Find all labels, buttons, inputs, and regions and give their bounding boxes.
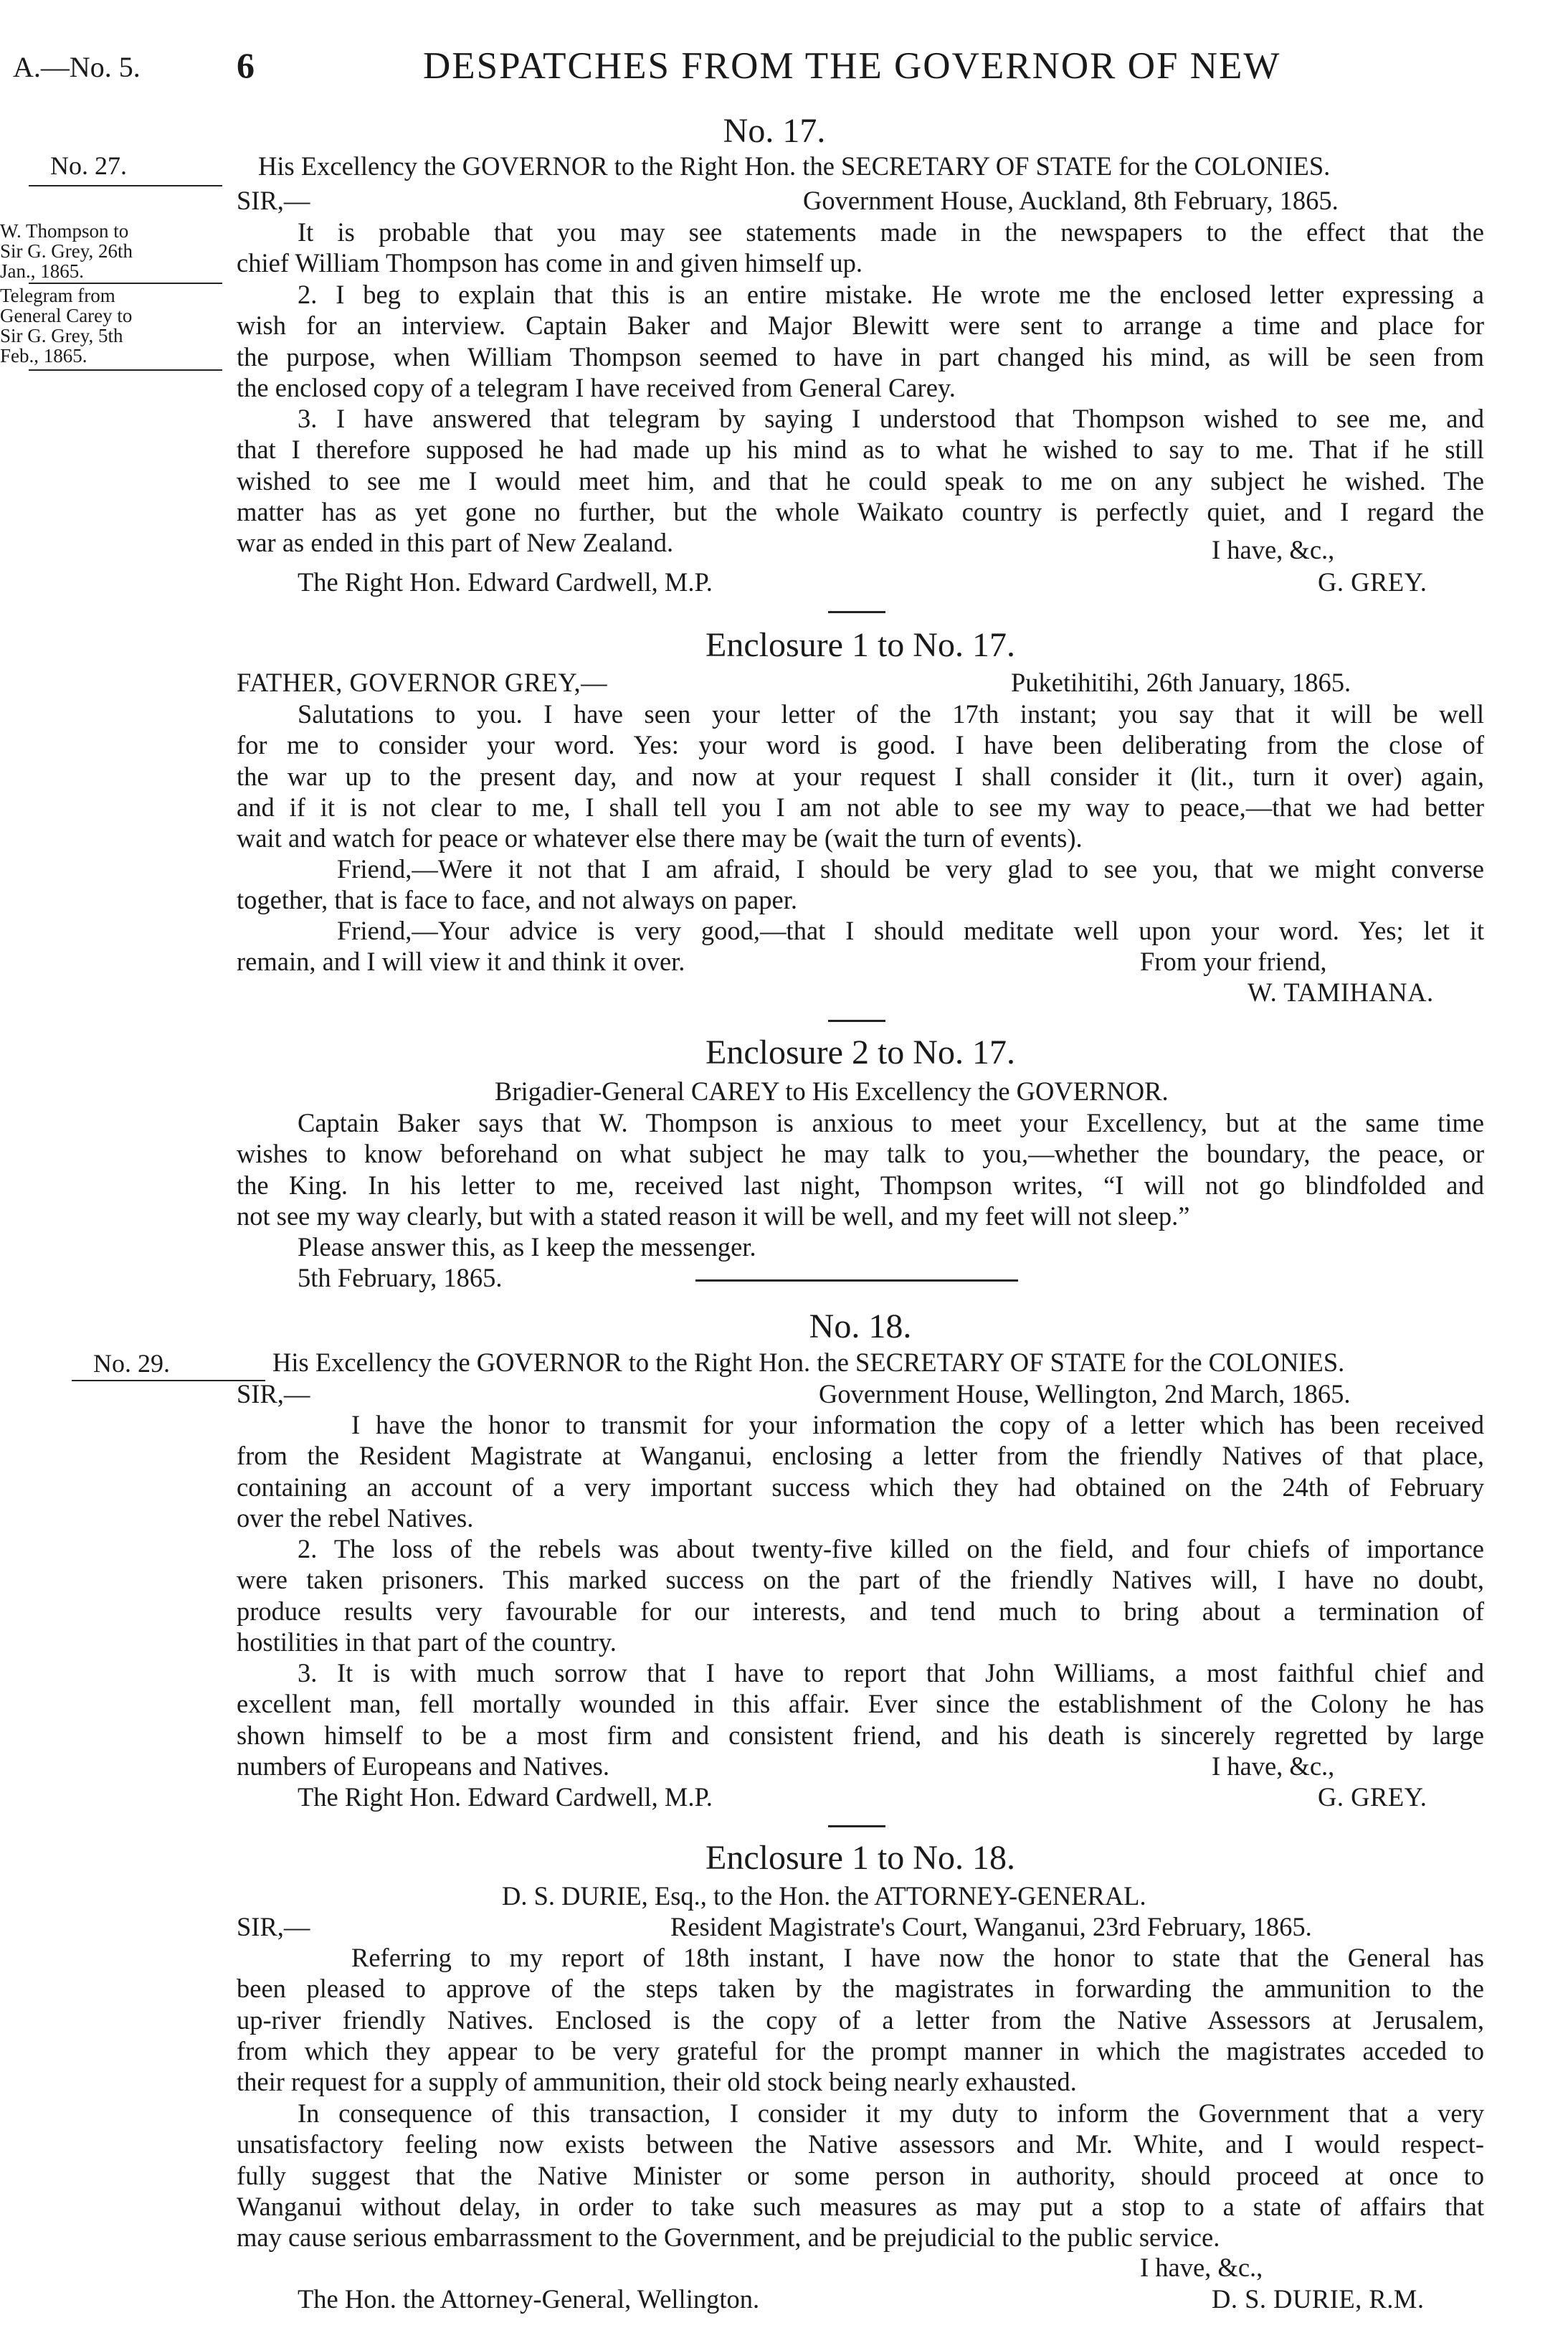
paragraph (237, 2098, 1484, 2253)
series-number: A.—No. 5. (13, 51, 141, 83)
text-line: the King. In his letter to me, received last night, Thompson writes, “I will not go blindfolded and (237, 1170, 1484, 1200)
margin-note-line: Sir G. Grey, 5th (0, 325, 123, 346)
closing: I have, &c., (1212, 535, 1335, 564)
page-number: 6 (237, 45, 255, 85)
text-line: war as ended in this part of New Zealand. (237, 528, 674, 558)
margin-note-line: General Carey to (0, 305, 133, 326)
margin-rule (29, 185, 222, 186)
enclosure-heading: Enclosure 1 to No. 17. (705, 626, 1015, 664)
paragraph (237, 853, 1484, 916)
text-line: unsatisfactory feeling now exists between the Native assessors and Mr. White, and I would respect- (237, 2129, 1484, 2159)
text-line: numbers of Europeans and Natives. (237, 1751, 609, 1781)
text-line: wish for an interview. Captain Baker and Major Blewitt were sent to arrange a time and place for (237, 311, 1484, 341)
margin-rule (29, 369, 222, 371)
paragraph (237, 217, 1484, 279)
addressee-line: His Excellency the GOVERNOR to the Right Hon. the SECRETARY OF STATE for the COLONIES. (272, 1348, 1345, 1377)
text-line: remain, and I will view it and think it over. (237, 947, 685, 977)
running-title: DESPATCHES FROM THE GOVERNOR OF NEW (423, 45, 1281, 87)
signature: G. GREY. (1318, 567, 1427, 597)
paragraph (237, 1533, 1484, 1657)
text-line: the enclosed copy of a telegram I have received from General Carey. (237, 372, 956, 402)
closing: I have, &c., (1212, 1751, 1335, 1781)
text-line: from which they appear to be very grateful for the prompt manner in which the magistrates acceded to (237, 2035, 1484, 2065)
text-line: were taken prisoners. This marked success on the part of the friendly Natives will, I have no doubt, (237, 1565, 1484, 1595)
signature: D. S. DURIE, R.M. (1212, 2284, 1425, 2314)
text-line: the war up to the present day, and now at your request I shall consider it (lit., turn it over) again, (237, 761, 1484, 791)
salutation: SIR,— (237, 186, 310, 215)
addressee-line: D. S. DURIE, Esq., to the Hon. the ATTORNEY-GENERAL. (502, 1881, 1146, 1911)
text-line: 2. The loss of the rebels was about twenty-five killed on the field, and four chiefs of importance (298, 1534, 1484, 1563)
text-line: produce results very favourable for our interests, and tend much to bring about a termination of (237, 1596, 1484, 1626)
text-line: for me to consider your word. Yes: your word is good. I have been deliberating from the close of (237, 730, 1484, 760)
section-divider (695, 1279, 1018, 1282)
addressee-line: Brigadier-General CAREY to His Excellency the GOVERNOR. (495, 1076, 1169, 1106)
text-line: 2. I beg to explain that this is an entire mistake. He wrote me the enclosed letter expressing a (298, 280, 1484, 309)
margin-note-2 (0, 285, 132, 366)
place-date: Puketihitihi, 26th January, 1865. (1011, 668, 1351, 697)
section-heading-no17: No. 17. (723, 112, 826, 150)
text-line: In consequence of this transaction, I consider it my duty to inform the Government that a very (298, 2098, 1484, 2128)
closing: From your friend, (1140, 947, 1327, 976)
text-line: wished to see me I would meet him, and that he could speak to me on any subject he wished. The (237, 465, 1484, 496)
paragraph (237, 1409, 1484, 1533)
text-line: fully suggest that the Native Minister or some person in authority, should proceed at once to (237, 2160, 1484, 2190)
text-line: hostilities in that part of the country. (237, 1627, 617, 1657)
signature: W. TAMIHANA. (1248, 978, 1434, 1007)
text-line: 3. It is with much sorrow that I have to report that John Williams, a most faithful chief and (298, 1658, 1484, 1688)
enclosure-heading: Enclosure 2 to No. 17. (705, 1033, 1015, 1071)
margin-note-line: Jan., 1865. (0, 260, 84, 282)
text-line: from the Resident Magistrate at Wanganui, enclosing a letter from the friendly Natives of that place, (237, 1441, 1484, 1471)
margin-rule (29, 283, 222, 284)
text-line: been pleased to approve of the steps taken by the magistrates in forwarding the ammunition to the (237, 1974, 1484, 2004)
margin-note-1 (0, 221, 133, 281)
margin-ref-no27: No. 27. (50, 151, 127, 180)
paragraph (237, 1107, 1484, 1231)
text-line: Wanganui without delay, in order to take such measures as may put a stop to a state of affairs that (237, 2191, 1484, 2221)
text-line: Salutations to you. I have seen your letter of the 17th instant; you say that it will be well (298, 699, 1484, 729)
text-line: chief William Thompson has come in and given himself up. (237, 248, 863, 278)
text-line: excellent man, fell mortally wounded in this affair. Ever since the establishment of the Colony he has (237, 1689, 1484, 1719)
text-line: Friend,—Were it not that I am afraid, I should be very glad to see you, that we might converse (337, 854, 1484, 884)
text-line: It is probable that you may see statements made in the newspapers to the effect that the (298, 217, 1484, 247)
text-line: that I therefore supposed he had made up his mind as to what he wished to say to me. That if he still (237, 435, 1484, 465)
text-line: matter has as yet gone no further, but the whole Waikato country is perfectly quiet, and I regard the (237, 496, 1484, 526)
addressee-text: His Excellency the GOVERNOR to the Right Hon. the SECRETARY OF STATE for the COLONIES. (258, 151, 1331, 181)
salutation: SIR,— (237, 1912, 310, 1941)
section-divider (828, 1825, 885, 1827)
margin-note-line: Telegram from (0, 285, 115, 306)
margin-ref-no29: No. 29. (93, 1349, 170, 1378)
paragraph (237, 1942, 1484, 2097)
text-line: shown himself to be a most firm and consistent friend, and his death is sincerely regretted by large (237, 1720, 1484, 1750)
text-line: and if it is not clear to me, I shall tell you I am not able to see my way to peace,—that we had better (237, 792, 1484, 822)
enclosure-heading: Enclosure 1 to No. 18. (705, 1839, 1015, 1877)
text-line: Captain Baker says that W. Thompson is anxious to meet your Excellency, but at the same time (298, 1108, 1484, 1137)
section-heading-no18: No. 18. (809, 1307, 912, 1345)
text-line: wishes to know beforehand on what subject he may talk to you,—whether the boundary, the peace, or (237, 1139, 1484, 1169)
salutation: FATHER, GOVERNOR GREY,— (237, 668, 608, 697)
section-divider (828, 611, 885, 613)
place-date: Resident Magistrate's Court, Wanganui, 23rd February, 1865. (670, 1912, 1312, 1941)
salutation: SIR,— (237, 1379, 310, 1409)
section-divider (828, 1020, 885, 1022)
text-line: their request for a supply of ammunition, their old stock being nearly exhausted. (237, 2067, 1077, 2097)
margin-note-line: Feb., 1865. (0, 345, 87, 366)
text-line: Friend,—Your advice is very good,—that I should meditate well upon your word. Yes; let it (337, 916, 1484, 945)
text-line: up-river friendly Natives. Enclosed is the copy of a letter from the Native Assessors at Jerusalem, (237, 2004, 1484, 2035)
text-line: containing an account of a very important success which they had obtained on the 24th of February (237, 1472, 1484, 1502)
text-line: may cause serious embarrassment to the Government, and be prejudicial to the public service. (237, 2223, 1220, 2253)
recipient: The Right Hon. Edward Cardwell, M.P. (298, 1782, 713, 1812)
recipient: The Right Hon. Edward Cardwell, M.P. (298, 567, 713, 597)
place-date: Government House, Auckland, 8th February, 1865. (803, 186, 1339, 215)
place-date: Government House, Wellington, 2nd March, 1865. (819, 1379, 1351, 1409)
date: 5th February, 1865. (298, 1263, 503, 1292)
paragraph (237, 279, 1484, 403)
margin-note-line: Sir G. Grey, 26th (0, 240, 133, 262)
text-line: the purpose, when William Thompson seemed to have in part changed his mind, as will be seen from (237, 341, 1484, 371)
text-line: over the rebel Natives. (237, 1502, 474, 1533)
text-line: Please answer this, as I keep the messenger. (298, 1232, 756, 1262)
text-line: 3. I have answered that telegram by saying I understood that Thompson wished to see me, and (298, 404, 1484, 433)
margin-note-line: W. Thompson to (0, 220, 129, 242)
addressee-line (258, 151, 1330, 181)
recipient: The Hon. the Attorney-General, Wellington. (298, 2284, 760, 2314)
text-line: not see my way clearly, but with a stated reason it will be well, and my feet will not sleep.” (237, 1201, 1190, 1231)
text-line: wait and watch for peace or whatever else there may be (wait the turn of events). (237, 823, 1083, 853)
text-line: Referring to my report of 18th instant, I have now the honor to state that the General has (351, 1943, 1484, 1972)
signature: G. GREY. (1318, 1782, 1427, 1812)
paragraph (237, 699, 1484, 853)
closing: I have, &c., (1140, 2253, 1263, 2282)
text-line: I have the honor to transmit for your information the copy of a letter which has been received (351, 1410, 1484, 1439)
text-line: together, that is face to face, and not always on paper. (237, 885, 797, 915)
